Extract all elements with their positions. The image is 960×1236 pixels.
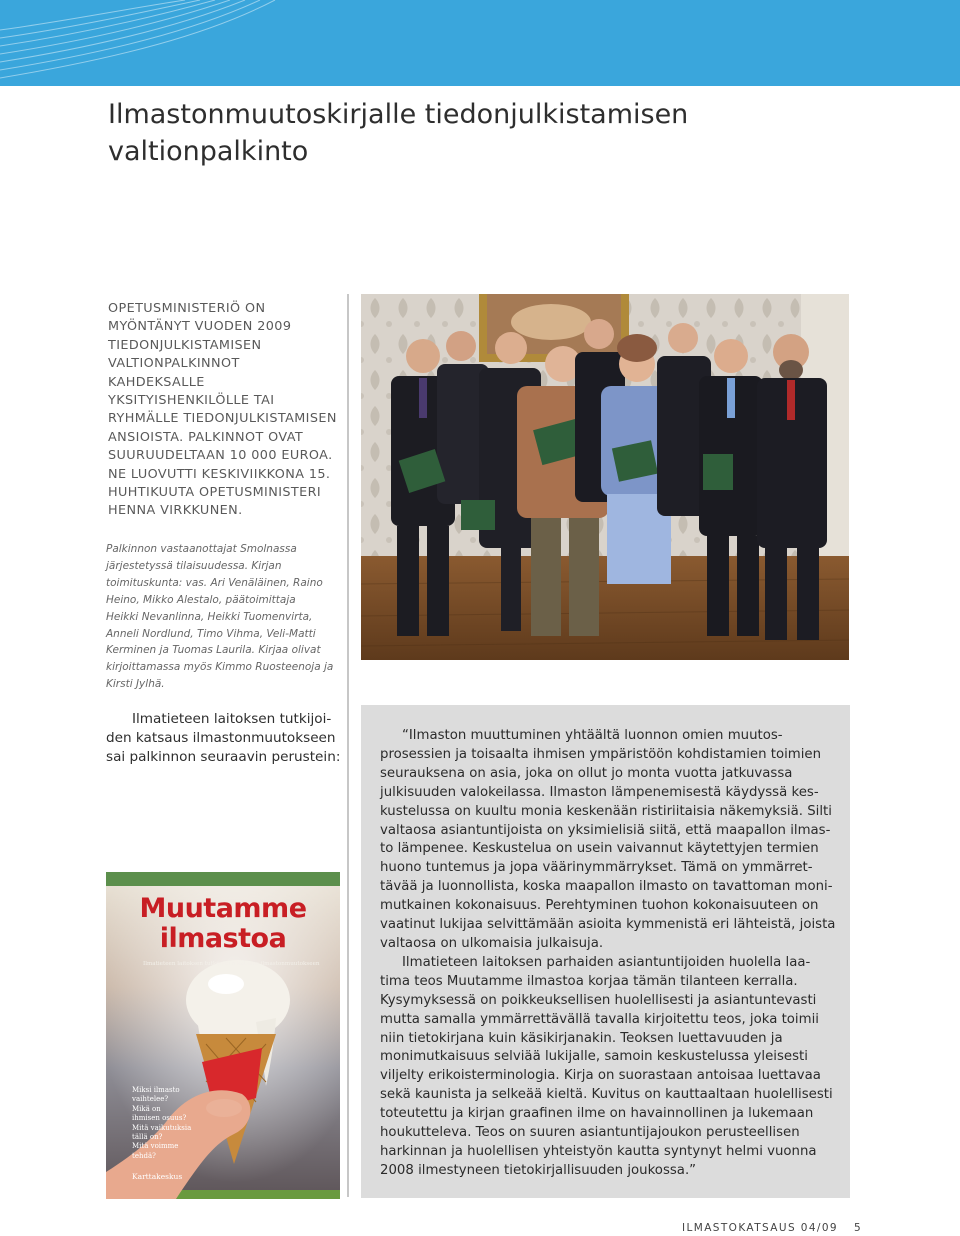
book-cover (106, 872, 340, 1199)
quote-line: sekä kaunista ja selkeää kieltä. Kuvitus on kauttaaltaan huolellisesti (380, 1087, 833, 1103)
book-question-line: tällä on? (132, 1133, 163, 1142)
lead-line: HENNA VIRKKUNEN. (108, 503, 243, 519)
photo-caption (106, 541, 344, 693)
quote-line: mutta samalla ymmärrettävällä tavalla kirjoitettu teos, joka toimii (380, 1011, 819, 1027)
caption-line: Palkinnon vastaanottajat Smolnassa (106, 543, 297, 555)
intro-line: den katsaus ilmastonmuutokseen (106, 730, 336, 746)
book-question-line: tehdä? (132, 1151, 156, 1160)
caption-line: Anneli Nordlund, Timo Vihma, Veli-Matti (106, 627, 316, 640)
lead-line: HUHTIKUUTA OPETUSMINISTERI (108, 485, 322, 501)
quote-line: Kysymyksessä on poikkeuksellisen huolellisesti ja asiantuntevasti (380, 992, 817, 1008)
intro-paragraph (106, 710, 342, 767)
caption-line: kirjoittamassa myös Kimmo Ruosteenoja ja (106, 661, 334, 674)
quote-line: vaatinut lukijaa selvittämään asioita kymmenistä eri lähteistä, joista (380, 917, 836, 933)
caption-line: Kerminen ja Tuomas Laurila. Kirjaa olivat (106, 644, 321, 657)
book-title (106, 894, 340, 954)
intro-line: Ilmatieteen laitoksen tutkijoi- (132, 711, 332, 727)
quote-line: tima teos Muutamme ilmastoa korjaa tämän tilanteen kerralla. (380, 973, 798, 989)
column-divider (347, 294, 349, 1197)
book-question-line: Mitä voimme (132, 1142, 179, 1151)
lead-paragraph (108, 300, 348, 521)
lead-line: TIEDONJULKISTAMISEN (108, 337, 262, 353)
quote-line: niin tietokirjana kuin käsikirjanakin. Teoksen luettavuuden ja (380, 1030, 783, 1046)
lead-line: MYÖNTÄNYT VUODEN 2009 (108, 319, 292, 335)
quote-line: to lämpenee. Keskustelua on usein vaivannut käytettyjen termien (380, 841, 819, 857)
group-photo (361, 294, 849, 660)
book-question-line: Miksi ilmasto (132, 1086, 180, 1094)
book-question-line: Mikä on (132, 1104, 161, 1113)
quote-line: 2008 ilmestyneen tietokirjallisuuden joukossa.” (380, 1162, 697, 1178)
book-question-line: Mitä vaikutuksia (132, 1123, 192, 1132)
quote-line: prosessien ja toisaalta ihmisen ympäristöön kohdistamien toimien (380, 746, 822, 762)
lead-line: ANSIOISTA. PALKINNOT OVAT (108, 429, 304, 445)
quote-line: monimutkaisuus selviää lukijalle, samoin keskustelussa yleisesti (380, 1049, 808, 1065)
book-question-line: vaihtelee? (132, 1095, 169, 1104)
quote-line: “Ilmaston muuttuminen yhtäältä luonnon omien muutos- (402, 728, 783, 743)
page-number: 5 (854, 1222, 863, 1234)
book-question-line: ihmisen osuus? (132, 1114, 187, 1123)
quote-line: seurauksena on asia, joka on ollut jo monta vuotta jatkuvassa (380, 765, 793, 781)
book-title-line: ilmastoa (159, 923, 287, 954)
lead-line: NE LUOVUTTI KESKIVIIKKONA 15. (108, 466, 331, 482)
book-publisher: Karttakeskus (132, 1172, 183, 1181)
jury-statement (380, 727, 840, 1181)
quote-line: valtaosa on ulkomaisia julkaisuja. (380, 935, 604, 951)
caption-line: järjestetyssä tilaisuudessa. Kirjan (106, 559, 282, 572)
quote-line: kustelussa on kuultu monia keskenään ristiriitaisia näkemyksiä. Silti (380, 803, 832, 819)
quote-line: julkisuuden valokeilassa. Ilmaston lämpenemisestä käydyssä kes- (380, 784, 819, 800)
book-title-line: Muutamme (139, 893, 307, 924)
quote-line: valtaosa asiantuntijoista on yksimielisiä siitä, että maapallon ilmas- (380, 822, 831, 838)
lead-line: SUURUUDELTAAN 10 000 EUROA. (108, 448, 333, 464)
book-questions (132, 1086, 222, 1161)
decorative-lines (0, 0, 960, 86)
lead-line: KAHDEKSALLE (108, 374, 205, 390)
header-band (0, 0, 960, 86)
lead-line: OPETUSMINISTERIÖ ON (108, 301, 266, 316)
lead-line: VALTIONPALKINNOT (108, 356, 240, 372)
title-line: valtionpalkinto (108, 136, 309, 167)
quote-line: Ilmatieteen laitoksen parhaiden asiantuntijoiden huolella laa- (402, 954, 811, 970)
lead-line: RYHMÄLLE TIEDONJULKISTAMISEN (108, 411, 337, 427)
title-line: Ilmastonmuutoskirjalle tiedonjulkistamisen (108, 99, 689, 130)
caption-line: Kirsti Jylhä. (106, 678, 165, 691)
intro-line: sai palkinnon seuraavin perustein: (106, 749, 341, 765)
caption-line: toimituskunta: vas. Ari Venäläinen, Raino (106, 576, 323, 589)
award-recipients-image (361, 294, 849, 660)
page-footer (682, 1222, 863, 1234)
quote-line: houkutteleva. Teos on suuren asiantuntijajoukon perusteellisen (380, 1125, 800, 1141)
quote-line: viljelty erikoisterminologia. Kirja on suorastaan antoisaa luettavaa (380, 1068, 821, 1084)
lead-line: YKSITYISHENKILÖLLE TAI (108, 393, 275, 409)
quote-line: toteutettu ja kirjan graafinen ilme on havainnollinen ja lukemaan (380, 1106, 814, 1122)
publication-name: ILMASTOKATSAUS 04/09 (682, 1222, 839, 1234)
article-title (108, 96, 808, 170)
quote-line: tävää ja luonnollista, koska maapallon ilmasto on tavattoman moni- (380, 879, 833, 895)
caption-line: Heino, Mikko Alestalo, päätoimittaja (106, 593, 296, 606)
caption-line: Heikki Nevanlinna, Heikki Tuomenvirta, (106, 610, 313, 623)
quote-line: huono tuntemus ja jopa väärinymmärrykset. Tämä on ymmärret- (380, 860, 813, 876)
quote-line: harkinnan ja huolellisen yhteistyön kautta syntynyt helmi vuonna (380, 1143, 817, 1159)
quote-line: mutkainen kokonaisuus. Perehtyminen tuohon kokonaisuuteen on (380, 898, 819, 914)
book-subtitle: Ilmatieteen laitoksen tutkijoiden katsaus ilmastonmuutokseen (143, 961, 320, 967)
